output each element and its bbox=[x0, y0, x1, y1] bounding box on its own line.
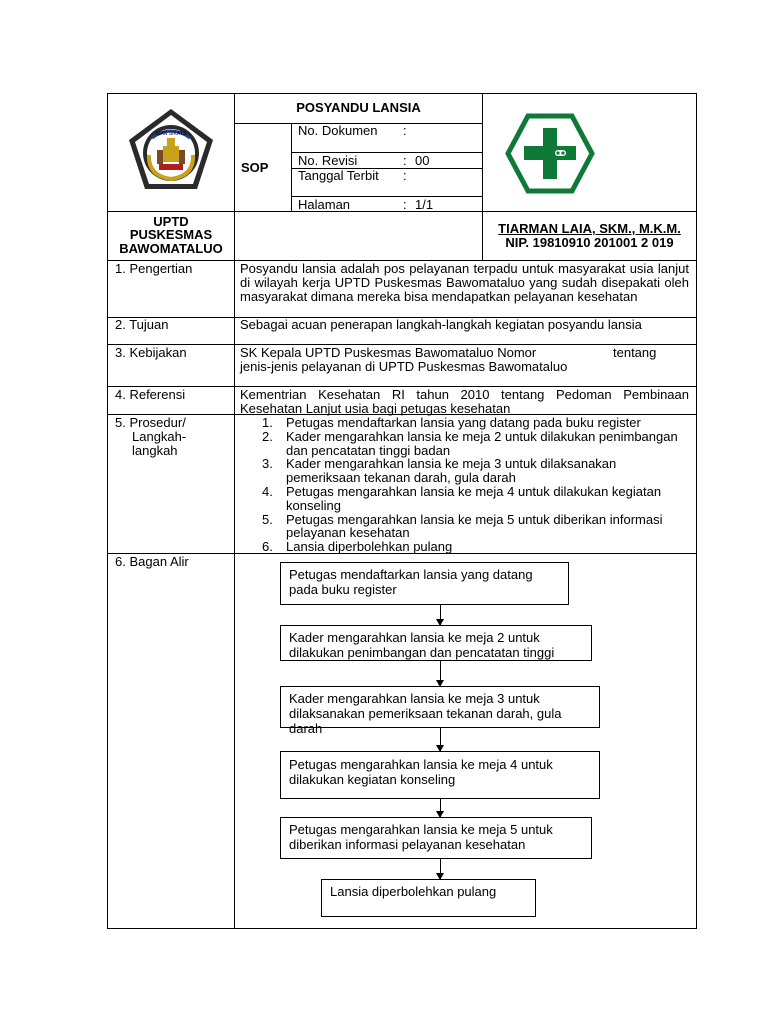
flow-arrow-2 bbox=[440, 661, 441, 686]
regional-emblem-logo bbox=[126, 106, 216, 192]
procedure-step-number: 5. bbox=[262, 511, 273, 527]
section-label-prosedur-line1: 5. Prosedur/ bbox=[115, 415, 186, 430]
procedure-steps-list bbox=[262, 416, 690, 554]
sop-label: SOP bbox=[241, 160, 269, 175]
procedure-step bbox=[262, 457, 690, 485]
section-text-referensi: Kementrian Kesehatan RI tahun 2010 tentang Pedoman Pembinaan Kesehatan Lanjut usia bagi petugas kesehatan bbox=[240, 387, 689, 416]
procedure-step-text: Petugas mendaftarkan lansia yang datang pada buku register bbox=[286, 415, 641, 430]
procedure-step bbox=[262, 416, 690, 430]
procedure-step-number: 6. bbox=[262, 539, 273, 555]
section-label-referensi: 4. Referensi bbox=[115, 387, 186, 402]
meta-sep-tanggal-terbit: : bbox=[403, 168, 407, 183]
procedure-step-text: Kader mengarahkan lansia ke meja 3 untuk dilaksanakan pemeriksaan tekanan darah, gula darah bbox=[286, 456, 617, 486]
meta-value-halaman: 1/1 bbox=[415, 197, 434, 212]
signatory-name: TIARMAN LAIA, SKM., M.K.M. bbox=[498, 221, 681, 236]
procedure-step-text: Petugas mengarahkan lansia ke meja 4 untuk dilakukan kegiatan konseling bbox=[286, 483, 662, 513]
procedure-step-number: 2. bbox=[262, 428, 273, 444]
signatory-nip: NIP. 19810910 201001 2 019 bbox=[505, 235, 674, 250]
svg-text:SIAN SIKATS: SIAN SIKATS bbox=[155, 131, 187, 137]
flow-box-2: Kader mengarahkan lansia ke meja 2 untuk dilakukan penimbangan dan pencatatan tinggi bbox=[280, 625, 592, 661]
flow-box-1: Petugas mendaftarkan lansia yang datang pada buku register bbox=[280, 562, 569, 605]
section-label-prosedur-line3: langkah bbox=[132, 443, 178, 458]
meta-sep-halaman: : bbox=[403, 197, 407, 212]
section-label-prosedur-line2: Langkah- bbox=[132, 429, 187, 444]
procedure-step-number: 3. bbox=[262, 456, 273, 472]
flow-arrow-3 bbox=[440, 728, 441, 751]
section-text-tujuan: Sebagai acuan penerapan langkah-langkah kegiatan posyandu lansia bbox=[240, 317, 642, 332]
puskesmas-cross-logo bbox=[506, 114, 594, 193]
document-title: POSYANDU LANSIA bbox=[296, 100, 421, 115]
section-text-kebijakan-line1a: SK Kepala UPTD Puskesmas Bawomataluo Nomor bbox=[240, 345, 537, 360]
unit-name-line1: UPTD bbox=[153, 214, 189, 229]
meta-sep-no-dokumen: : bbox=[403, 123, 407, 138]
procedure-step bbox=[262, 485, 690, 513]
flow-box-5: Petugas mengarahkan lansia ke meja 5 untuk diberikan informasi pelayanan kesehatan bbox=[280, 817, 592, 859]
section-text-pengertian: Posyandu lansia adalah pos pelayanan terpadu untuk masyarakat usia lanjut di wilayah kerja UPTD Puskesmas Bawomataluo yang sudah disepakati oleh masyarakat dimana mereka bisa mendapatkan pelayanan kesehatan bbox=[240, 261, 689, 304]
section-text-kebijakan-line2: jenis-jenis pelayanan di UPTD Puskesmas Bawomataluo bbox=[240, 359, 568, 374]
section-text-kebijakan-line1b: tentang bbox=[613, 345, 657, 360]
unit-name-line3: BAWOMATALUO bbox=[119, 241, 223, 256]
meta-label-no-revisi: No. Revisi bbox=[298, 153, 358, 168]
procedure-step bbox=[262, 430, 690, 458]
flow-arrow-1 bbox=[440, 605, 441, 625]
flow-box-4: Petugas mengarahkan lansia ke meja 4 untuk dilakukan kegiatan konseling bbox=[280, 751, 600, 799]
meta-label-no-dokumen: No. Dokumen bbox=[298, 123, 378, 138]
section-label-pengertian: 1. Pengertian bbox=[115, 261, 193, 276]
meta-sep-no-revisi: : bbox=[403, 153, 407, 168]
unit-name-line2: PUSKESMAS bbox=[129, 227, 213, 242]
section-label-kebijakan: 3. Kebijakan bbox=[115, 345, 187, 360]
meta-label-tanggal-terbit: Tanggal Terbit bbox=[298, 168, 379, 183]
section-label-tujuan: 2. Tujuan bbox=[115, 317, 169, 332]
procedure-step-text: Kader mengarahkan lansia ke meja 2 untuk dilakukan penimbangan dan pencatatan tinggi badan bbox=[286, 428, 678, 458]
flow-arrow-4 bbox=[440, 799, 441, 817]
meta-label-halaman: Halaman bbox=[298, 197, 351, 212]
procedure-step bbox=[262, 513, 690, 541]
meta-value-no-revisi: 00 bbox=[415, 153, 430, 168]
flow-box-3: Kader mengarahkan lansia ke meja 3 untuk dilaksanakan pemeriksaan tekanan darah, gula darah bbox=[280, 686, 600, 728]
procedure-step-text: Petugas mengarahkan lansia ke meja 5 untuk diberikan informasi pelayanan kesehatan bbox=[286, 511, 663, 541]
flow-box-6: Lansia diperbolehkan pulang bbox=[321, 879, 536, 917]
procedure-step-text: Lansia diperbolehkan pulang bbox=[286, 539, 453, 555]
procedure-step-number: 4. bbox=[262, 483, 273, 499]
procedure-step bbox=[262, 540, 690, 554]
flow-arrow-5 bbox=[440, 859, 441, 879]
procedure-step-number: 1. bbox=[262, 415, 273, 430]
section-label-bagan-alir: 6. Bagan Alir bbox=[115, 554, 189, 569]
